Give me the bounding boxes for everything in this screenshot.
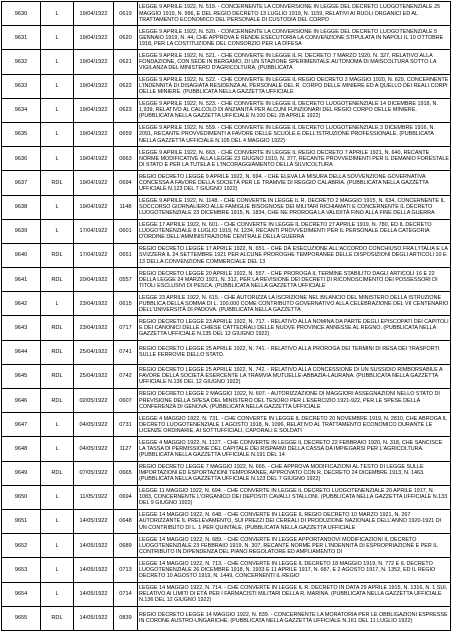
record-number-cell: 9641 [2,268,41,292]
date-cell: 23/04/1922 [74,316,114,340]
record-number-cell: 9638 [2,195,41,219]
date-cell: 04/05/1922 [74,437,114,461]
description-cell: REGIO DECRETO LEGGE 2 MAGGIO 1922, N. 607. - AUTORIZZAZIONE DI MAGGIORI ASSEGNAZIONI NELLO STATO DI PREVISIONE DELLA SPESA DEL MINISTERO DEL TESORO PER L'ESERCIZIO 1921-922, PER LE SPESE DELLA CONFERENZA DI GENOVA. (PUBBLICATA NELLA GAZZETTA UFFICIALE [138,389,451,413]
date-cell: 07/05/1922 [74,461,114,485]
table-row [2,195,451,219]
description-cell: LEGGE 9 APRILE 1922, N. 523. - CHE CONVERTE IN LEGGE IL DECRETO LUOGOTENENZIALE 14 DICEMBRE 1918, N. 1,939, RELATIVO AL CALCOLO DI ANZIANITÀ PER ALCUNI FUNZIONARI DEL REGIO CORPO DELLE MINIERE. (PUBBLICATA NELLA GAZZETTA UFFICIALE N.100 DEL 28 APRILE 1922) [138,98,451,122]
act-code-cell: 0621 [114,50,138,74]
act-type-cell: L [41,437,74,461]
description-cell: REGIO DECRETO LEGGE 7 MAGGIO 1922, N. 665. - CHE APPROVA MODIFICAZIONI AL TESTO DI LEGGE SULLE IMPORTAZIONI ED ESPORTAZIONI TEMPORANEE, APPROVATO CON R. DECRETO 24 DICEMBRE 1913, N. 1463. (PUBBLICATA NELLA GAZZETTA UFFICIALE N.123 DEL 7 GIUGNO 1922) [138,461,451,485]
description-cell: REGIO DECRETO LEGGE 17 APRILE 1922, N. 651. - CHE DÀ ESECUZIONE ALL'ACCORDO CONCHIUSO FRA L'ITALIA E LA SVIZZERA IL 24 SETTEMBRE 1921 PER ALCUNE PROROGHE TEMPORANEE DELLE DISPOSIZIONI DEGLI ARTICOLI 10 E 13 DELLA CONVENZIONE COMMERCIALE DEL 13 [138,243,451,267]
description-cell: REGIO DECRETO LEGGE 9 APRILE 1922, N. 694. - CHE ELEVA LA MISURA DELLA SOVVENZIONE GOVERNATIVA CONCESSA A FAVORE DELLA SOCIETÀ PER LE TRAMVIE DI REGGIO CALABRIA. (PUBBLICATA NELLA GAZZETTA UFFICIALE N.123 DEL 7 GIUGNO 1922) [138,171,451,195]
date-cell: 19/04/1922 [74,2,114,26]
act-type-cell: RDL [41,171,74,195]
date-cell: 14/05/1922 [74,582,114,606]
act-code-cell: 1148 [114,195,138,219]
description-cell: LEGGE 14 MAGGIO 1922, N. 714. - CHE CONVERTE IN LEGGE IL R. DECRETO IN DATA 29 APRILE 1915, N. 1316, N. 1 SUI, RELATIVO AI LIMITI DI ETÀ PER I FARMACISTI MILITARI DELLA R. MARINA. (PUBBLICATA NELLA GAZZETTA UFFICIALE N.136 DEL 12 GIUGNO 1922) [138,582,451,606]
act-code-cell: 0615 [114,292,138,316]
table-row [2,534,451,558]
act-code-cell: 0839 [114,606,138,630]
date-cell: 19/04/1922 [74,122,114,146]
act-type-cell: RDL [41,461,74,485]
description-cell: LEGGE 14 MAGGIO 1922, N. 689. - CHE CONVERTE IN LEGGE APPORTANDOVI MODIFICAZIONI IL DECRETO LUOGOTENENZIALE 23 FEBBRAIO 1919, N. 307, RECANTE NORME PER L'INDENNITÀ DI ESPROPRIAZIONE E PER IL CONTRIBUTO IN DIPENDENZA DEL PIANO REGOLATORE ED AMPLIAMENTO DI [138,534,451,558]
act-type-cell: RDL [41,268,74,292]
table-row [2,171,451,195]
date-cell: 17/04/1922 [74,219,114,243]
description-cell: LEGGE 9 APRILE 1922, N. 521. - CHE CONVERTE IN LEGGE IL R. DECRETO 7 MARZO 1920, N. 327, RELATIVO ALLA FONDAZIONE, CON SEDE IN BERGAMO, DI UN STAZIONE SPERIMENTALE AUTONOMA DI MAISCOLTURA SOTTO LA VIGILANZA DEL MINISTERO D'AGRICOLTURA. (PUBBLICATA [138,50,451,74]
act-type-cell: L [41,74,74,98]
date-cell: 04/05/1922 [74,413,114,437]
act-code-cell: 0620 [114,26,138,50]
act-code-cell: 0557 [114,268,138,292]
act-code-cell: 0663 [114,147,138,171]
act-type-cell: L [41,582,74,606]
description-cell: REGIO DECRETO LEGGE 14 MAGGIO 1922, N. 839. - CONCERNENTE LA MORATORIA PER LE OBBLIGAZIONI ESPRESSE IN CORONE AUSTRO-UNGARICHE. (PUBBLICATA NELLA GAZZETTA UFFICIALE N.161 DEL 11 LUGLIO 1922) [138,606,451,630]
act-type-cell: RDL [41,364,74,388]
act-type-cell: RDL [41,316,74,340]
date-cell: 23/04/1922 [74,292,114,316]
date-cell: 25/04/1922 [74,364,114,388]
description-cell: LEGGE 9 APRILE 1922, N. 522. - CHE CONVERTE IN LEGGE IL REGIO DECRETO 2 MAGGIO 1920, N. 629, CONCERNENTE L'INDENNITÀ DI DISAGIATA RESIDENZA AL PERSONALE DEL R. CORPO DELLE MINIERE ED A QUELLO DEI REALI CORPI DELLE MINIERE. (PUBBLICATA NELLA GAZZETTA UFFICIALE [138,74,451,98]
date-cell: 14/05/1922 [74,606,114,630]
table-row [2,268,451,292]
date-cell: 19/04/1922 [74,50,114,74]
description-cell: LEGGE 9 APRILE 1922, N. 1148. - CHE CONVERTE IN LEGGE IL R. DECRETO 2 MAGGIO 1915, N. 634, CONCERNENTE IL SOCCORSO GIORNALIERO ALLE FAMIGLIE BISOGNOSE DEI MILITARI RICHIAMATI E CONCERNENTE IL DECRETO LUOGOTENENZIALE 23 DICEMBRE 1915, N. 1834, CHE NE PROROGA LA VALIDITÀ FINO ALLA FINE DELLA GUERRA [138,195,451,219]
act-code-cell: 0689 [114,534,138,558]
record-number-cell: 9654 [2,582,41,606]
act-type-cell: L [41,2,74,26]
record-number-cell: 9643 [2,316,41,340]
record-number-cell: 9633 [2,74,41,98]
act-code-cell: 0742 [114,364,138,388]
description-cell: REGIO DECRETO LEGGE 25 APRILE 1922, N. 741. - RELATIVO ALLA PROROGA DEI TERMINI DI RESA DEI TRASPORTI SULLE FERROVIE DELLO STATO. [138,340,451,364]
table-row [2,50,451,74]
table-row [2,292,451,316]
table-row [2,364,451,388]
record-number-cell: 9649 [2,461,41,485]
record-number-cell: 9645 [2,364,41,388]
act-type-cell: L [41,509,74,533]
description-cell: LEGGE 17 APRILE 1922, N. 601. - CHE CONVERTE IN LEGGE IL DECRETO 27 APRILE 1919, N. 780, ED IL DECRETO LUOGOTENENZIALE 8 LUGLIO 1919, N. 1234, RECANTI PROVVEDIMENTI PER IL PERSONALE DELLA CATEGORIA D'ORDINE DELL'AMMINISTRAZIONE CENTRALE DELLA GUERRA [138,219,451,243]
table-row [2,26,451,50]
description-cell: LEGGE 9 APRILE 1922, N. 559. - CHE CONVERTE IN LEGGE IL DECRETO LUOGOTENENZIALE 3 DICEMBRE 1916, N. 2091, RECANTE PROVVEDIMENTI A FAVORE DELLE SCUOLE E DELL'ISTRUZIONE PROFESSIONALE. (PUBBLICATA NELLA GAZZETTA UFFICIALE N.105 DEL 4 MAGGIO 1922) [138,122,451,146]
table-row [2,558,451,582]
date-cell: 25/04/1922 [74,340,114,364]
description-cell: LEGGE 14 MAGGIO 1922, N. 713. - CHE CONVERTE IN LEGGE IL DECRETO 18 MAGGIO 1919, N. 772 E IL DECRETO LUOGOTENENZIALE 26 DICEMBRE 1918, N. 1933 E 11 APRILE 1917, N. 687, E 2 AGOSTO 1917, N. 1352, ED IL REGIO DECRETO 10 AGOSTO 1919, N. 1449, CONCERNENTI IL REGIO [138,558,451,582]
record-number-cell: 9647 [2,413,41,437]
record-number-cell: 9640 [2,243,41,267]
act-type-cell: L [41,122,74,146]
date-cell: 19/04/1922 [74,195,114,219]
table-row [2,74,451,98]
act-type-cell: L [41,534,74,558]
table-row [2,485,451,509]
record-number-cell: 9632 [2,50,41,74]
description-cell: LEGGE 23 APRILE 1922, N. 615. - CHE AUTORIZZA LA ISCRIZIONE NEL BILANCIO DEL MINISTERO DELLA ISTRUZIONE PUBBLICA DELLA SOMMA DI L. 100.000 COME CONTRIBUTO GOVERNATIVO ALLA CELEBRAZIONE DEL VII CENTENARIO DELL'UNIVERSITÀ DI PADOVA. (PUBBLICATA NELLA GAZZETTA [138,292,451,316]
date-cell: 14/05/1922 [74,558,114,582]
description-cell: REGIO DECRETO LEGGE 25 APRILE 1922, N. 742. - RELATIVO ALLA CONCESSIONE DI UN SUSSIDIO RIMBORSABILE A FAVORE DELLA SOCIETÀ ESERCENTE LA TRAMVIA MUTUELLE-ABBAZIA-LAURANA. (PUBBLICATA NELLA GAZZETTA UFFICIALE N.136 DEL 12 GIUGNO 1922) [138,364,451,388]
record-number-cell: 9646 [2,389,41,413]
table-row [2,461,451,485]
act-code-cell: 0714 [114,582,138,606]
table-row [2,98,451,122]
description-cell: REGIO DECRETO LEGGE 20 APRILE 1922, N. 557. - CHE PROROGA IL TERMINE STABILITO DAGLI ARTICOLI 16 E 22 DELLA LEGGE 24 MARZO 1921, N. 312, PER LA REVISIONE DEI DECRETI DI RICONOSCIMENTO DEI POSSESSORI DI TITOLI ESCLUSIVI DI PESCA. (PUBBLICATA NELLA GAZZETTA UFFICIALE [138,268,451,292]
table-row [2,389,451,413]
table-row [2,413,451,437]
date-cell: 14/05/1922 [74,509,114,533]
act-code-cell: 0623 [114,98,138,122]
record-number-cell: 9653 [2,558,41,582]
act-type-cell: L [41,26,74,50]
date-cell: 19/04/1922 [74,74,114,98]
date-cell: 19/04/1922 [74,26,114,50]
table-row [2,2,451,26]
act-code-cell: 0731 [114,413,138,437]
record-number-cell: 9651 [2,509,41,533]
record-number-cell: 9642 [2,292,41,316]
table-row [2,243,451,267]
act-type-cell: L [41,292,74,316]
record-number-cell: 9655 [2,606,41,630]
act-code-cell: 0741 [114,340,138,364]
laws-table-body [2,2,451,631]
act-type-cell: L [41,195,74,219]
act-code-cell: 0665 [114,461,138,485]
act-code-cell: 0648 [114,509,138,533]
record-number-cell: 9644 [2,340,41,364]
date-cell: 14/05/1922 [74,534,114,558]
act-code-cell: 0713 [114,558,138,582]
table-row [2,147,451,171]
description-cell: LEGGE 4 MAGGIO 1922, N. 1127. - CHE CONVERTE IN LEGGE IL DECRETO 22 FEBBRAIO 1920, N. 318, CHE SANCISCE LA TASSA DI PERMISSIONE DEL CAPITALE DEI RISPARMI DELLA CASSA DA IMPIEGARSI PER L'AGRICOLTURA. (PUBBLICATA NELLA GAZZETTA UFFICIALE N.191 DEL 14 [138,437,451,461]
record-number-cell: 9630 [2,2,41,26]
record-number-cell: 9637 [2,171,41,195]
act-code-cell: 0651 [114,243,138,267]
act-type-cell: L [41,147,74,171]
description-cell: LEGGE 11 MAGGIO 1922, N. 694. - CHE CONVERTE IN LEGGE IL DECRETO LUOGOTENENZIALE 20 APRILE 1917, N. 1083, CONCERNENTE L'ORGANICO DEI DEPOSITI CAVALLI STALLONI. (PUBBLICATA NELLA GAZZETTA UFFICIALE N.133 DEL 9 GIUGNO 1922) [138,485,451,509]
record-number-cell: 9650 [2,485,41,509]
act-type-cell: RDL [41,606,74,630]
act-code-cell: 0717 [114,316,138,340]
act-type-cell: L [41,50,74,74]
description-cell: REGIO DECRETO LEGGE 23 APRILE 1922, N. 717. - RELATIVO ALLA NOMINA DA PARTE DEGLI EPISCOPATI DEI CAPITOLI E DEI CANONICI DELLE CHIESE CATTEDRALI DELLE NUOVE PROVINCE ANNESSE AL REGNO. (PUBBLICATA NELLA GAZZETTA UFFICIALE N.135 DEL 13 GIUGNO 1922) [138,316,451,340]
date-cell: 02/05/1922 [74,389,114,413]
act-code-cell: 0659 [114,122,138,146]
record-number-cell: 9648 [2,437,41,461]
record-number-cell: 9652 [2,534,41,558]
table-row [2,606,451,630]
act-type-cell: L [41,413,74,437]
act-code-cell: 0694 [114,171,138,195]
act-type-cell: RDL [41,243,74,267]
act-type-cell: RDL [41,340,74,364]
act-code-cell: 0619 [114,2,138,26]
description-cell: LEGGE 14 MAGGIO 1922, N. 648. - CHE CONVERTE IN LEGGE IL REGIO DECRETO 10 MARZO 1921, N. 267 AUTORIZZANTE IL PRELEVAMENTO, SUI PREZZI DEI CEREALI DI PRODUZIONE NAZIONALE DELL'ANNO 1920-1921 DI UN CONTRIBUTO DI L. 1 PER QUINTALE. (PUBBLICATA NELLA GAZZETTA UFFICIALE [138,509,451,533]
act-type-cell: L [41,219,74,243]
act-code-cell: 0607 [114,389,138,413]
record-number-cell: 9639 [2,219,41,243]
record-number-cell: 9636 [2,147,41,171]
date-cell: 11/05/1922 [74,485,114,509]
record-number-cell: 9635 [2,122,41,146]
act-type-cell: L [41,485,74,509]
table-row [2,582,451,606]
record-number-cell: 9634 [2,98,41,122]
act-type-cell: L [41,558,74,582]
act-type-cell: RDL [41,389,74,413]
date-cell: 17/04/1922 [74,243,114,267]
laws-table [1,1,451,631]
table-row [2,316,451,340]
date-cell: 20/04/1922 [74,268,114,292]
table-row [2,219,451,243]
act-type-cell: L [41,98,74,122]
description-cell: LEGGE 4 MAGGIO 1922, N. 731. - CHE CONVERTE IN LEGGE IL DECRETO 20 NOVEMBRE 1919, N. 2810, CHE ABROGA IL DECRETO LUOGOTENENZIALE 1 AGOSTO 1918, N. 1096, RELATIVO AL TRATTAMENTO ECONOMICO DURANTE LE LICENZE ORDINARIE, AI SOTTUFFICIALI, CAPORALI E SOLDATI [138,413,451,437]
description-cell: LEGGE 9 APRILE 1922, N. 519. - CONCERNENTE LA CONVERSIONE IN LEGGE DEL DECRETO LUOGOTENENZIALE 25 MAGGIO 1919, N. 996, E DEL REGIO DECRETO 13 LUGLIO 1919, N. 1159, RELATIVI AI RUOLI ORGANICI ED AL TRATTAMENTO ECONOMICO DEL PERSONALE DI CUSTODIA DEL CORPO [138,2,451,26]
description-cell: LEGGE 9 APRILE 1922, N. 663. - CHE CONVERTE IN LEGGE IL REGIO DECRETO 7 APRILE 1921, N. 640, RECANTE NORME MODIFICATIVE ALLA LEGGE 23 GIUGNO 1910, N. 377, RECANTE PROVVEDIMENTI PER IL DEMANIO FORESTALE DI STATO E PER LA TUTELA E L'INCORAGGIAMENTO DELLA SILVICOLTURA [138,147,451,171]
act-code-cell: 0694 [114,485,138,509]
table-row [2,122,451,146]
date-cell: 19/04/1922 [74,98,114,122]
act-code-cell: 0601 [114,219,138,243]
date-cell: 19/04/1922 [74,171,114,195]
table-row [2,340,451,364]
date-cell: 19/04/1922 [74,147,114,171]
act-code-cell: 0622 [114,74,138,98]
description-cell: LEGGE 9 APRILE 1922, N. 520. - CONCERNENTE LA CONVERSIONE IN LEGGE DEL DECRETO LUOGOTENENZIALE 5 GENNAIO 1919, N. 44, CHE APPROVA E RENDE ESECUTORIA LA CONVENZIONE STIPULATA IN NAPOLI IL 10 OTTOBRE 1918, PER LA COSTITUZIONE DEL CONSORZIO PER LA DIFESA [138,26,451,50]
act-code-cell: 1127 [114,437,138,461]
table-row [2,437,451,461]
record-number-cell: 9631 [2,26,41,50]
table-row [2,509,451,533]
